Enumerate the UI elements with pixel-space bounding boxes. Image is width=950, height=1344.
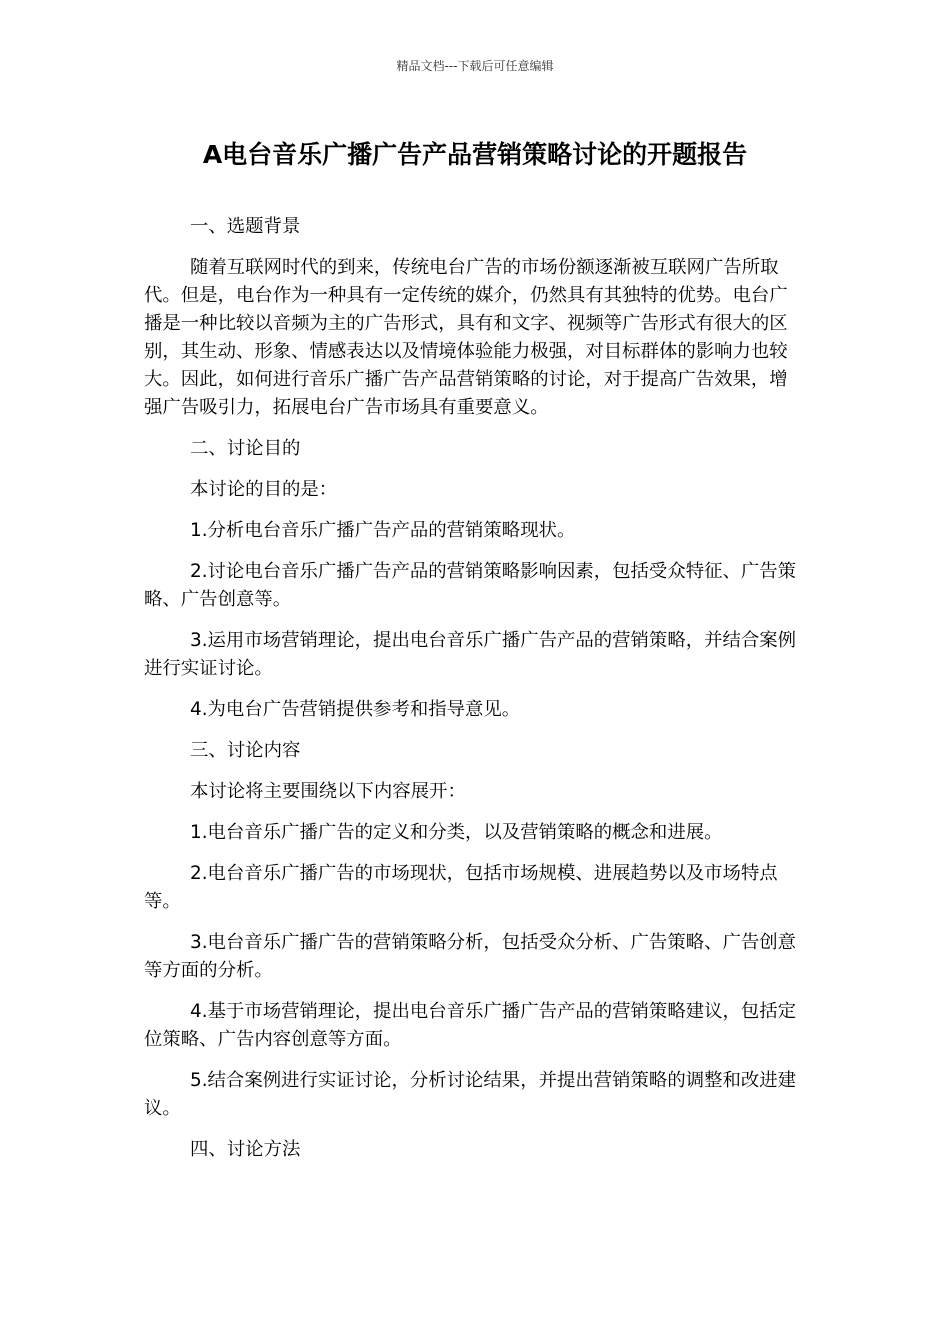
list-item-content-2: 2.电台音乐广播广告的市场现状，包括市场规模、进展趋势以及市场特点等。 <box>144 863 778 912</box>
section-heading-background: 一、选题背景 <box>190 216 301 237</box>
section-heading-method: 四、讨论方法 <box>190 1139 301 1160</box>
paragraph-purpose-intro: 本讨论的目的是： <box>190 479 338 500</box>
section-heading-purpose: 二、讨论目的 <box>190 438 301 459</box>
list-item-content-5: 5.结合案例进行实证讨论，分析讨论结果，并提出营销策略的调整和改进建议。 <box>144 1070 797 1119</box>
document-body <box>144 213 806 1177</box>
list-item-purpose-1: 1.分析电台音乐广播广告产品的营销策略现状。 <box>190 520 576 541</box>
list-item-content-4: 4.基于市场营销理论，提出电台音乐广播广告产品的营销策略建议，包括定位策略、广告内容创意等方面。 <box>144 1001 797 1050</box>
list-item-purpose-2: 2.讨论电台音乐广播广告产品的营销策略影响因素，包括受众特征、广告策略、广告创意等。 <box>144 561 797 610</box>
document-title: A电台音乐广播广告产品营销策略讨论的开题报告 <box>202 140 748 169</box>
paragraph-background: 随着互联网时代的到来，传统电台广告的市场份额逐渐被互联网广告所取代。但是，电台作为一种具有一定传统的媒介，仍然具有其独特的优势。电台广播是一种比较以音频为主的广告形式，具有和文字、视频等广告形式有很大的区别，其生动、形象、情感表达以及情境体验能力极强，对目标群体的影响力也较大。因此，如何进行音乐广播广告产品营销策略的讨论，对于提高广告效果，增强广告吸引力，拓展电台广告市场具有重要意义。 <box>144 257 788 418</box>
section-heading-content: 三、讨论内容 <box>190 740 301 761</box>
header-note: 精品文档---下载后可任意编辑 <box>396 59 554 73</box>
list-item-purpose-3: 3.运用市场营销理论，提出电台音乐广播广告产品的营销策略，并结合案例进行实证讨论。 <box>144 630 797 679</box>
paragraph-content-intro: 本讨论将主要围绕以下内容展开： <box>190 781 466 802</box>
list-item-purpose-4: 4.为电台广告营销提供参考和指导意见。 <box>190 699 521 720</box>
list-item-content-3: 3.电台音乐广播广告的营销策略分析，包括受众分析、广告策略、广告创意等方面的分析。 <box>144 932 797 981</box>
list-item-content-1: 1.电台音乐广播广告的定义和分类，以及营销策略的概念和进展。 <box>190 822 723 843</box>
